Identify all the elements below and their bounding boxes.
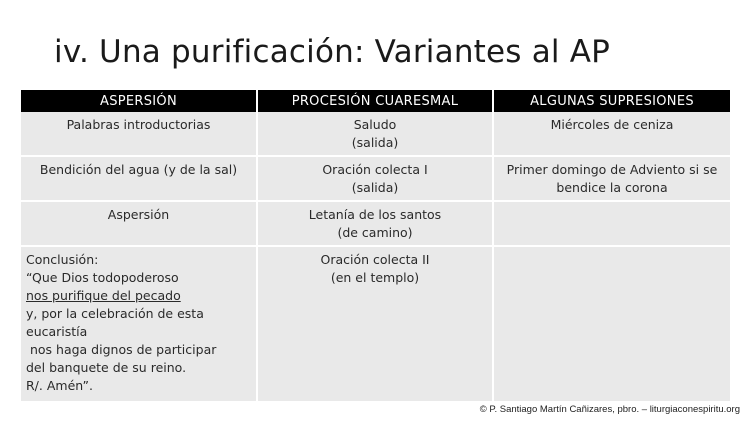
cell-aspersion <box>21 112 257 156</box>
header-algunas-supresiones: ALGUNAS SUPRESIONES <box>493 90 730 112</box>
table-row <box>21 201 730 246</box>
cell-line: Bendición del agua (y de la sal) <box>39 162 238 177</box>
cell-line: Oración colecta I <box>322 162 428 177</box>
cell-line: (en el templo) <box>330 270 420 285</box>
cell-aspersion <box>21 201 257 246</box>
cell-supresiones <box>493 112 730 156</box>
table-row <box>21 246 730 402</box>
cell-line: bendice la corona <box>556 180 668 195</box>
cell-line: Primer domingo de Adviento si se <box>506 162 718 177</box>
header-aspersion: ASPERSIÓN <box>21 90 257 112</box>
cell-line: “Que Dios todopoderoso <box>26 270 179 285</box>
copyright-notice: © P. Santiago Martín Cañizares, pbro. – liturgiaconespiritu.org <box>479 404 740 415</box>
table-row <box>21 112 730 156</box>
cell-line: y, por la celebración de esta <box>26 306 204 321</box>
cell-line: eucaristía <box>26 324 88 339</box>
cell-procesion <box>257 112 493 156</box>
table-row <box>21 156 730 201</box>
cell-line: Palabras introductorias <box>66 117 211 132</box>
header-procesion-cuaresmal: PROCESIÓN CUARESMAL <box>257 90 493 112</box>
page-title: iv. Una purificación: Variantes al AP <box>54 34 611 70</box>
table-header-row <box>21 90 730 112</box>
cell-line: (salida) <box>351 135 399 150</box>
underlined-line: nos purifique del pecado <box>26 288 181 303</box>
variants-table <box>21 90 730 403</box>
cell-line: Oración colecta II <box>320 252 430 267</box>
cell-aspersion-conclusion <box>21 246 257 402</box>
cell-procesion <box>257 201 493 246</box>
cell-line: Saludo <box>353 117 397 132</box>
cell-line: del banquete de su reino. <box>26 360 187 375</box>
cell-supresiones <box>493 201 730 246</box>
cell-line: R/. Amén”. <box>26 378 93 393</box>
cell-line: (salida) <box>351 180 399 195</box>
cell-line: Miércoles de ceniza <box>550 117 674 132</box>
cell-line: Aspersión <box>107 207 170 222</box>
cell-line: Letanía de los santos <box>308 207 442 222</box>
cell-procesion <box>257 246 493 402</box>
cell-line: (de camino) <box>337 225 413 240</box>
cell-supresiones <box>493 156 730 201</box>
cell-line: nos haga dignos de participar <box>26 342 217 357</box>
cell-aspersion <box>21 156 257 201</box>
cell-procesion <box>257 156 493 201</box>
cell-line: Conclusión: <box>26 252 99 267</box>
cell-supresiones <box>493 246 730 402</box>
